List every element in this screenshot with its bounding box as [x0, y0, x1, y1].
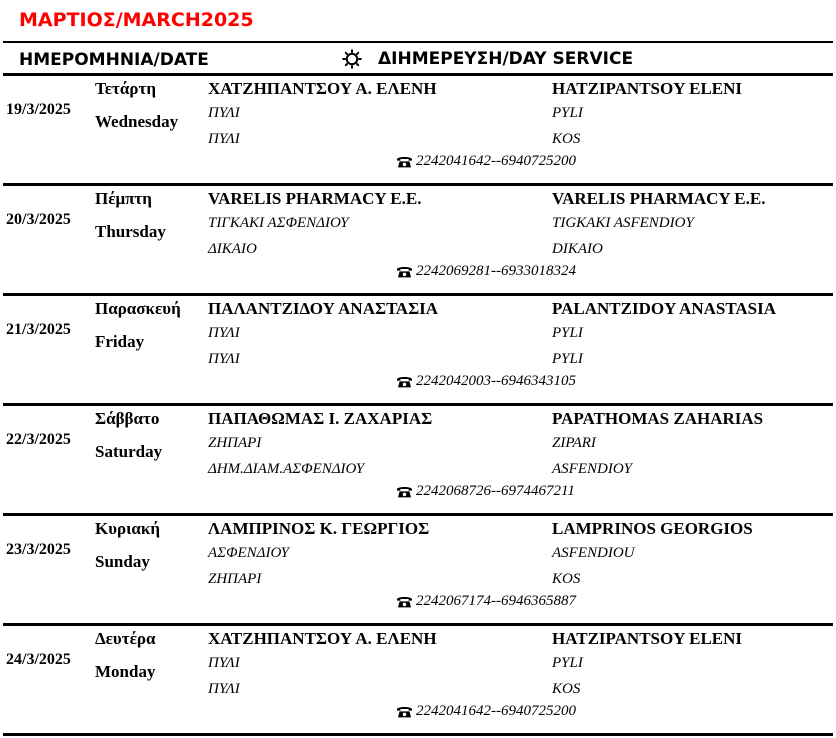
phone-line — [396, 153, 576, 170]
telephone-icon — [396, 375, 413, 388]
location-line1-english: PYLI — [552, 655, 583, 671]
pharmacy-name-english: PAPATHOMAS ZAHARIAS — [552, 409, 764, 428]
telephone-icon — [396, 155, 413, 168]
location-line1-greek: ΠΥΛΙ — [208, 105, 240, 121]
phone-line — [396, 703, 576, 720]
schedule-entry — [0, 626, 836, 736]
schedule-entry — [0, 76, 836, 186]
location-line2-english: KOS — [552, 131, 581, 147]
header-top-rule — [3, 41, 833, 43]
telephone-icon — [396, 705, 413, 718]
pharmacy-name-english: LAMPRINOS GEORGIOS — [552, 519, 753, 538]
location-line2-greek: ΠΥΛΙ — [208, 351, 240, 367]
phone-numbers: 2242069281--6933018324 — [416, 263, 576, 279]
service-column-header — [342, 49, 633, 69]
phone-numbers: 2242067174--6946365887 — [416, 593, 576, 609]
entry-day-greek: Πέμπτη — [95, 189, 152, 208]
location-line2-english: PYLI — [552, 351, 583, 367]
location-line1-greek: ΑΣΦΕΝΔΙΟΥ — [208, 545, 290, 561]
pharmacy-name-greek: ΧΑΤΖΗΠΑΝΤΣΟΥ Α. ΕΛΕΝΗ — [208, 79, 437, 98]
entry-day-greek: Σάββατο — [95, 409, 160, 428]
pharmacy-name-greek: ΧΑΤΖΗΠΑΝΤΣΟΥ Α. ΕΛΕΝΗ — [208, 629, 437, 648]
entry-day-greek: Κυριακή — [95, 519, 160, 538]
location-line2-english: KOS — [552, 571, 581, 587]
phone-numbers: 2242068726--6974467211 — [416, 483, 575, 499]
entry-day-english: Friday — [95, 332, 145, 351]
location-line1-english: ASFENDIOU — [552, 545, 635, 561]
entry-day-greek: Δευτέρα — [95, 629, 156, 648]
location-line1-greek: ΠΥΛΙ — [208, 655, 240, 671]
service-header-label: ΔΙΗΜΕΡΕΥΣΗ/DAY SERVICE — [378, 49, 634, 69]
location-line1-greek: ΖΗΠΑΡΙ — [208, 435, 262, 451]
phone-line — [396, 263, 576, 280]
location-line2-greek: ΠΥΛΙ — [208, 131, 240, 147]
location-line1-greek: ΤΙΓΚΑΚΙ ΑΣΦΕΝΔΙΟΥ — [208, 215, 349, 231]
location-line2-greek: ΔΙΚΑΙΟ — [208, 241, 257, 257]
phone-numbers: 2242042003--6946343105 — [416, 373, 576, 389]
pharmacy-name-english: PALANTZIDOY ANASTASIA — [552, 299, 777, 318]
location-line1-english: PYLI — [552, 105, 583, 121]
location-line2-english: ASFENDIOY — [552, 461, 632, 477]
telephone-icon — [396, 485, 413, 498]
entry-date: 21/3/2025 — [6, 321, 71, 338]
location-line2-english: KOS — [552, 681, 581, 697]
phone-line — [396, 593, 576, 610]
pharmacy-name-english: HATZIPANTSOY ELENI — [552, 79, 743, 98]
location-line2-greek: ΠΥΛΙ — [208, 681, 240, 697]
pharmacy-name-english: HATZIPANTSOY ELENI — [552, 629, 743, 648]
entry-date: 23/3/2025 — [6, 541, 71, 558]
pharmacy-name-greek: ΠΑΠΑΘΩΜΑΣ Ι. ΖΑΧΑΡΙΑΣ — [208, 409, 433, 428]
entry-day-greek: Παρασκευή — [95, 299, 181, 318]
schedule-entry — [0, 406, 836, 516]
entry-day-greek: Τετάρτη — [95, 79, 156, 98]
page-title: ΜΑΡΤΙΟΣ/MARCH2025 — [19, 9, 254, 31]
pharmacy-name-greek: ΛΑΜΠΡΙΝΟΣ Κ. ΓΕΩΡΓΙΟΣ — [208, 519, 430, 538]
phone-line — [396, 373, 576, 390]
entry-date: 19/3/2025 — [6, 101, 71, 118]
phone-numbers: 2242041642--6940725200 — [416, 153, 576, 169]
pharmacy-name-english: VARELIS PHARMACY E.E. — [552, 189, 766, 208]
entry-day-english: Thursday — [95, 222, 166, 241]
location-line1-english: PYLI — [552, 325, 583, 341]
location-line1-english: TIGKAKI ASFENDIOY — [552, 215, 694, 231]
schedule-entry — [0, 516, 836, 626]
entry-date: 22/3/2025 — [6, 431, 71, 448]
location-line2-greek: ΔΗΜ.ΔΙΑΜ.ΑΣΦΕΝΔΙΟΥ — [208, 461, 365, 477]
sun-icon — [342, 49, 362, 69]
schedule-entry — [0, 296, 836, 406]
entry-date: 20/3/2025 — [6, 211, 71, 228]
location-line1-greek: ΠΥΛΙ — [208, 325, 240, 341]
location-line2-english: DIKAIO — [552, 241, 603, 257]
entry-separator — [3, 733, 833, 736]
entry-day-english: Saturday — [95, 442, 163, 461]
telephone-icon — [396, 265, 413, 278]
date-column-header: ΗΜΕΡΟΜΗΝΙΑ/DATE — [19, 50, 209, 70]
location-line2-greek: ΖΗΠΑΡΙ — [208, 571, 262, 587]
location-line1-english: ZIPARI — [552, 435, 596, 451]
pharmacy-name-greek: VARELIS PHARMACY E.E. — [208, 189, 422, 208]
phone-numbers: 2242041642--6940725200 — [416, 703, 576, 719]
telephone-icon — [396, 595, 413, 608]
schedule-entry — [0, 186, 836, 296]
entry-date: 24/3/2025 — [6, 651, 71, 668]
entry-day-english: Monday — [95, 662, 156, 681]
entry-day-english: Wednesday — [95, 112, 179, 131]
pharmacy-name-greek: ΠΑΛΑΝΤΖΙΔΟΥ ΑΝΑΣΤΑΣΙΑ — [208, 299, 439, 318]
entry-day-english: Sunday — [95, 552, 150, 571]
phone-line — [396, 483, 575, 500]
